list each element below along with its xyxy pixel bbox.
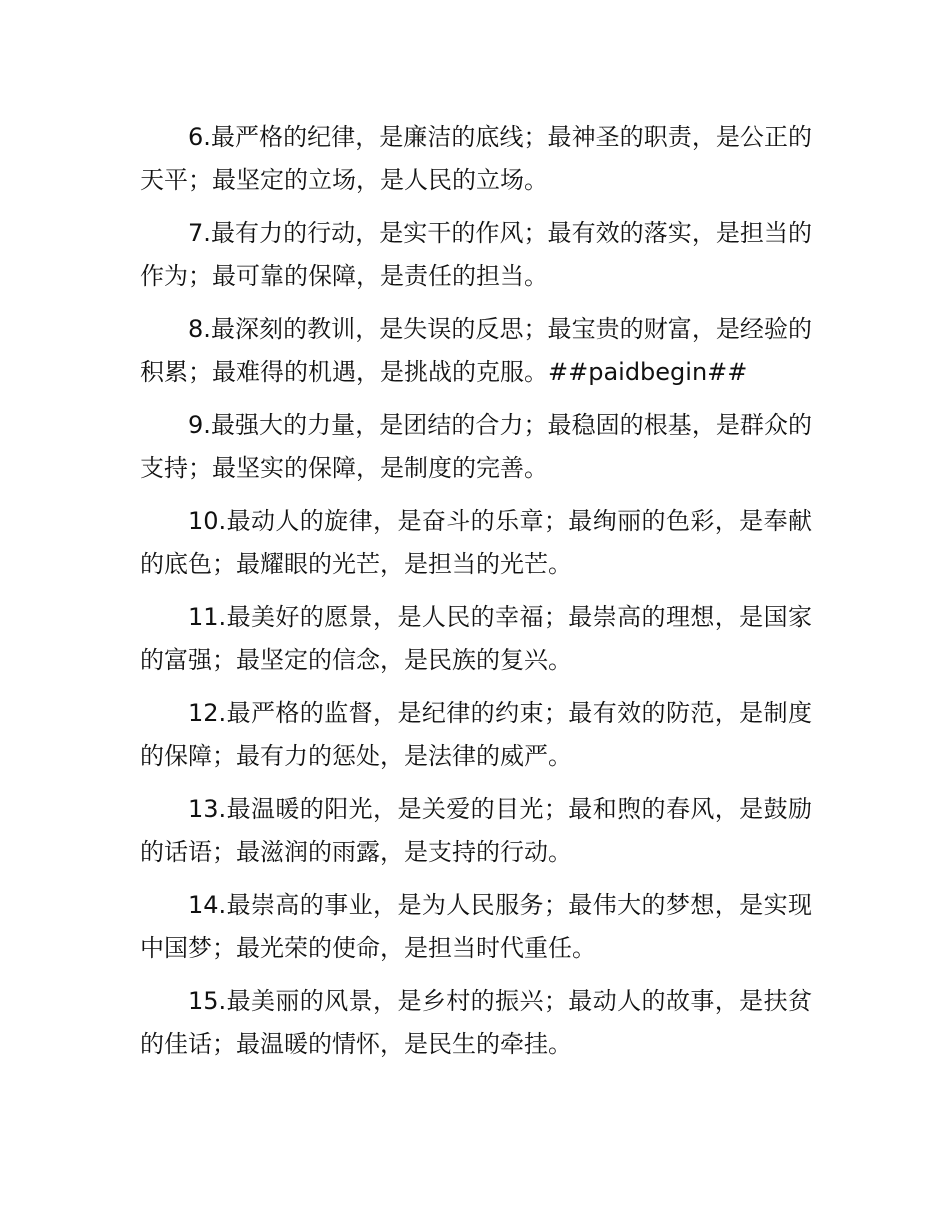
paragraph-7: 7.最有力的行动，是实干的作风；最有效的落实，是担当的作为；最可靠的保障，是责任的担当。 (140, 219, 812, 290)
paragraph-13: 13.最温暖的阳光，是关爱的目光；最和煦的春风，是鼓励的话语；最滋润的雨露，是支持的行动。 (140, 795, 812, 866)
paragraph-10: 10.最动人的旋律，是奋斗的乐章；最绚丽的色彩，是奉献的底色；最耀眼的光芒，是担当的光芒。 (140, 507, 812, 578)
paragraph-11: 11.最美好的愿景，是人民的幸福；最崇高的理想，是国家的富强；最坚定的信念，是民族的复兴。 (140, 603, 812, 674)
paragraph-14: 14.最崇高的事业，是为人民服务；最伟大的梦想，是实现中国梦；最光荣的使命，是担当时代重任。 (140, 891, 812, 962)
document-body (140, 116, 812, 1076)
paragraph-12: 12.最严格的监督，是纪律的约束；最有效的防范，是制度的保障；最有力的惩处，是法律的威严。 (140, 699, 812, 770)
paragraph-6: 6.最严格的纪律，是廉洁的底线；最神圣的职责，是公正的天平；最坚定的立场，是人民的立场。 (140, 123, 812, 194)
paragraph-8: 8.最深刻的教训，是失误的反思；最宝贵的财富，是经验的积累；最难得的机遇，是挑战的克服。##paidbegin## (140, 315, 812, 386)
paragraph-9: 9.最强大的力量，是团结的合力；最稳固的根基，是群众的支持；最坚实的保障，是制度的完善。 (140, 411, 812, 482)
paragraph-15: 15.最美丽的风景，是乡村的振兴；最动人的故事，是扶贫的佳话；最温暖的情怀，是民生的牵挂。 (140, 987, 812, 1058)
